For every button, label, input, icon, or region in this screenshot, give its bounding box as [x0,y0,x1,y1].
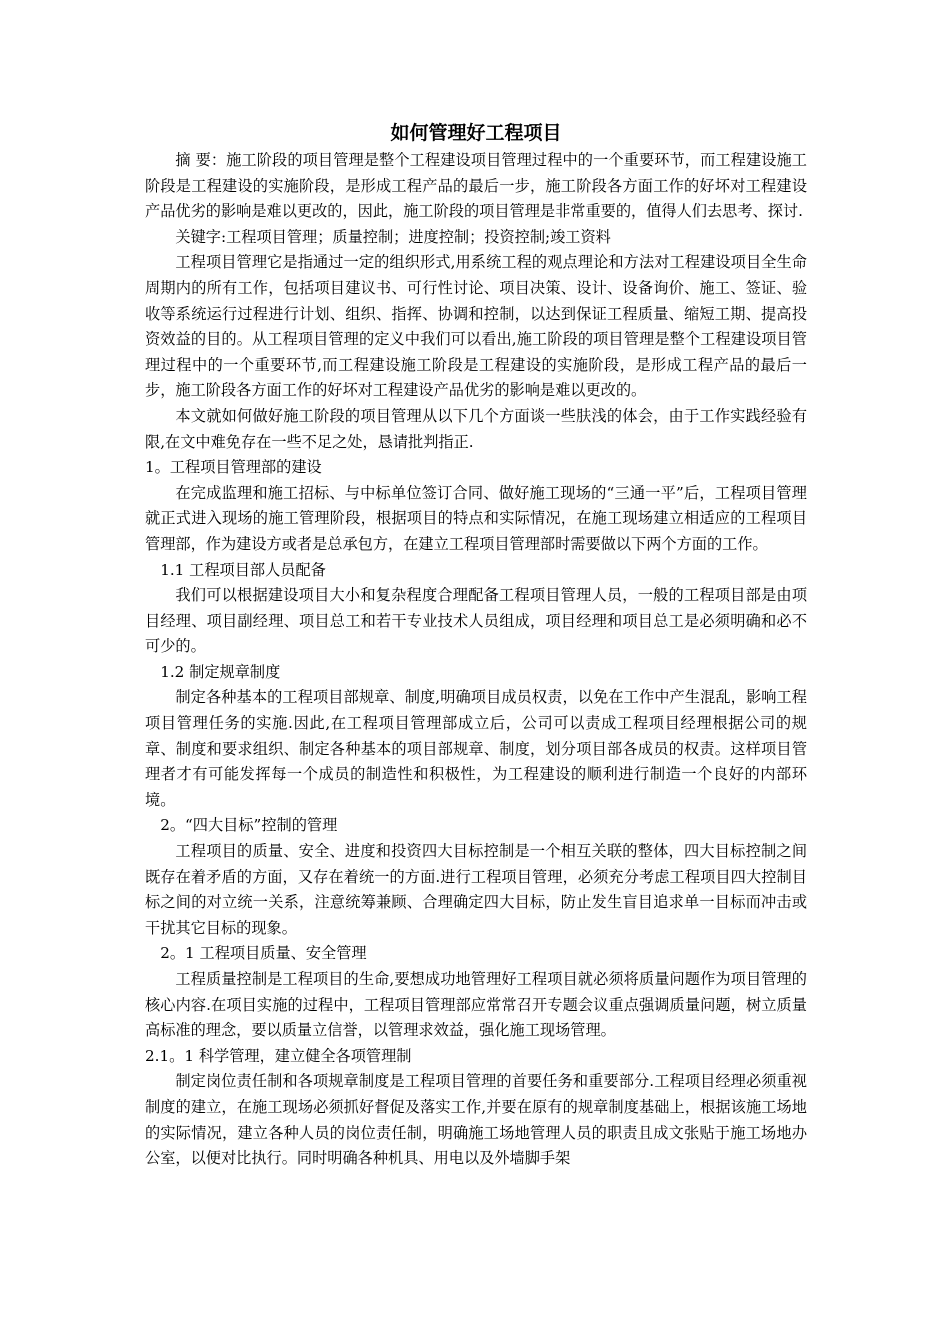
body-paragraph: 本文就如何做好施工阶段的项目管理从以下几个方面谈一些肤浅的体会，由于工作实践经验有限,在文中难免存在一些不足之处，恳请批判指正. [145,406,807,451]
body-paragraph: 工程项目的质量、安全、进度和投资四大目标控制是一个相互关联的整体，四大目标控制之间既存在着矛盾的方面，又存在着统一的方面.进行工程项目管理，必须充分考虑工程项目四大控制目标之间的对立统一关系，注意统筹兼顾、合理确定四大目标，防止发生盲目追求单一目标而冲击或干扰其它目标的现象。 [145,842,807,937]
body-paragraph: 制定各种基本的工程项目部规章、制度,明确项目成员权责，以免在工作中产生混乱，影响工程项目管理任务的实施.因此,在工程项目管理部成立后，公司可以责成工程项目经理根据公司的规章、制度和要求组织、制定各种基本的项目部规章、制度，划分项目部各成员的权责。这样项目管理者才有可能发挥每一个成员的制造性和积极性，为工程建设的顺利进行制造一个良好的内部环境。 [145,688,807,809]
document-title: 如何管理好工程项目 [390,122,562,144]
body-paragraph: 在完成监理和施工招标、与中标单位签订合同、做好施工现场的“三通一平”后，工程项目管理就正式进入现场的施工管理阶段，根据项目的特点和实际情况，在施工现场建立相适应的工程项目管理部，作为建设方或者是总承包方，在建立工程项目管理部时需要做以下两个方面的工作。 [145,483,807,553]
subsection-heading: 1.2 制定规章制度 [160,662,281,681]
keywords-paragraph: 关键字:工程项目管理；质量控制；进度控制；投资控制;竣工资料 [175,227,611,246]
subsection-heading: 1.1 工程项目部人员配备 [160,560,326,579]
subsubsection-heading: 2.1。1 科学管理，建立健全各项管理制 [145,1046,412,1065]
document-page [145,118,807,1172]
abstract-paragraph: 摘 要：施工阶段的项目管理是整个工程建设项目管理过程中的一个重要环节，而工程建设施工阶段是工程建设的实施阶段，是形成工程产品的最后一步，施工阶段各方面工作的好坏对工程建设产品优劣的影响是难以更改的，因此，施工阶段的项目管理是非常重要的，值得人们去思考、探讨. [145,151,807,221]
body-paragraph: 工程质量控制是工程项目的生命,要想成功地管理好工程项目就必须将质量问题作为项目管理的核心内容.在项目实施的过程中，工程项目管理部应常常召开专题会议重点强调质量问题，树立质量高标准的理念，要以质量立信誉，以管理求效益，强化施工现场管理。 [145,970,807,1040]
section-heading: 2。“四大目标”控制的管理 [160,816,338,835]
body-paragraph: 我们可以根据建设项目大小和复杂程度合理配备工程项目管理人员，一般的工程项目部是由项目经理、项目副经理、项目总工和若干专业技术人员组成，项目经理和项目总工是必须明确和必不可少的。 [145,586,807,656]
subsection-heading: 2。1 工程项目质量、安全管理 [160,944,367,963]
body-paragraph: 制定岗位责任制和各项规章制度是工程项目管理的首要任务和重要部分.工程项目经理必须重视制度的建立，在施工现场必须抓好督促及落实工作,并要在原有的规章制度基础上，根据该施工场地的实际情况，建立各种人员的岗位责任制，明确施工场地管理人员的职责且成文张贴于施工场地办公室，以便对比执行。同时明确各种机具、用电以及外墙脚手架 [145,1072,807,1168]
body-paragraph: 工程项目管理它是指通过一定的组织形式,用系统工程的观点理论和方法对工程建设项目全生命周期内的所有工作，包括项目建议书、可行性讨论、项目决策、设计、设备询价、施工、签证、验收等系统运行过程进行计划、组织、指挥、协调和控制，以达到保证工程质量、缩短工期、提高投资效益的目的。从工程项目管理的定义中我们可以看出,施工阶段的项目管理是整个工程建设项目管理过程中的一个重要环节,而工程建设施工阶段是工程建设的实施阶段，是形成工程产品的最后一步，施工阶段各方面工作的好坏对工程建设产品优劣的影响是难以更改的。 [145,253,807,400]
section-heading: 1。工程项目管理部的建设 [145,458,322,477]
